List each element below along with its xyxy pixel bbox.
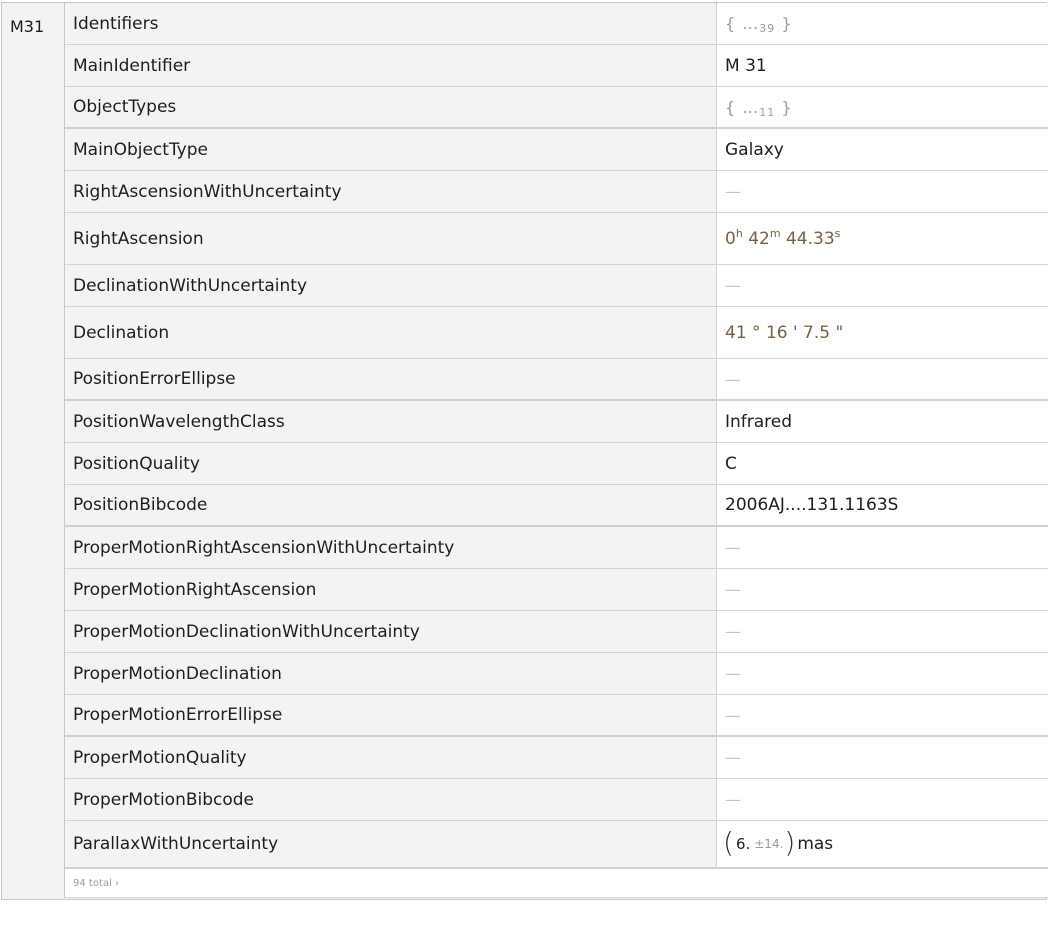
- missing-value-dash: —: [725, 622, 741, 641]
- total-count-footer[interactable]: 94 total ›: [65, 869, 1048, 898]
- entity-label: M31: [10, 17, 45, 36]
- property-row-declination-with-uncertainty: [65, 265, 1048, 307]
- property-row-position-error-ellipse: [65, 359, 1048, 401]
- property-key: ProperMotionQuality: [65, 737, 717, 778]
- missing-value-dash: —: [725, 538, 741, 557]
- property-value: [717, 653, 1048, 694]
- collapsed-list-value[interactable]: [717, 3, 1048, 44]
- missing-value-dash: —: [725, 664, 741, 683]
- property-row-parallax-with-uncertainty: [65, 821, 1048, 869]
- property-key: Identifiers: [65, 3, 717, 44]
- property-value: [717, 359, 1048, 399]
- ra-s-number: 44.33: [785, 228, 835, 249]
- property-key: ProperMotionBibcode: [65, 779, 717, 820]
- missing-value-dash: —: [725, 276, 741, 295]
- ellipsis-icon: …: [742, 14, 760, 33]
- missing-value-dash: —: [725, 748, 741, 767]
- parallax-uncertainty: ±14.: [754, 837, 784, 851]
- property-value: [717, 569, 1048, 610]
- property-row-proper-motion-error-ellipse: [65, 695, 1048, 737]
- property-key: PositionErrorEllipse: [65, 359, 717, 399]
- property-value: [717, 527, 1048, 568]
- brace-close: }: [781, 14, 793, 33]
- property-value: [717, 171, 1048, 212]
- property-value: [717, 213, 1048, 264]
- missing-value-dash: —: [725, 580, 741, 599]
- property-row-proper-motion-bibcode: [65, 779, 1048, 821]
- property-value: Galaxy: [717, 129, 1048, 170]
- ra-m-unit: m: [769, 226, 781, 240]
- ra-m-number: 42: [748, 228, 770, 249]
- property-row-right-ascension: [65, 213, 1048, 265]
- property-key: DeclinationWithUncertainty: [65, 265, 717, 306]
- missing-value-dash: —: [725, 182, 741, 201]
- property-value: [717, 779, 1048, 820]
- ra-h-unit: h: [735, 226, 743, 240]
- property-row-identifiers: [65, 3, 1048, 45]
- property-key: MainObjectType: [65, 129, 717, 170]
- missing-value-dash: —: [725, 790, 741, 809]
- property-value: [717, 821, 1048, 867]
- property-key: PositionWavelengthClass: [65, 401, 717, 442]
- missing-value-dash: —: [725, 705, 741, 725]
- element-count: 39: [759, 22, 776, 35]
- property-key: RightAscensionWithUncertainty: [65, 171, 717, 212]
- property-row-position-wavelength-class: [65, 401, 1048, 443]
- brace-open: {: [725, 97, 737, 117]
- ellipsis-icon: …: [742, 97, 760, 117]
- property-key: ProperMotionRightAscension: [65, 569, 717, 610]
- property-row-declination: [65, 307, 1048, 359]
- property-key: ObjectTypes: [65, 87, 717, 127]
- collapsed-list[interactable]: [725, 98, 793, 117]
- property-value: [717, 695, 1048, 735]
- property-key: ProperMotionRightAscensionWithUncertainty: [65, 527, 717, 568]
- ra-h-number: 0: [725, 228, 736, 249]
- property-row-position-bibcode: [65, 485, 1048, 527]
- property-value: 2006AJ....131.1163S: [717, 485, 1048, 525]
- declination-value: 41 ° 16 ' 7.5 ": [725, 322, 844, 343]
- property-key: ProperMotionErrorEllipse: [65, 695, 717, 735]
- collapsed-list-value[interactable]: [717, 87, 1048, 127]
- brace-open: {: [725, 14, 737, 33]
- property-key: PositionQuality: [65, 443, 717, 484]
- element-count: 11: [759, 105, 776, 119]
- parallax-unit: mas: [797, 834, 834, 854]
- entity-frame: [1, 2, 1047, 900]
- property-value: [717, 737, 1048, 778]
- property-key: MainIdentifier: [65, 45, 717, 86]
- property-key: Declination: [65, 307, 717, 358]
- property-row-proper-motion-right-ascension-with-uncertainty: [65, 527, 1048, 569]
- properties-grid: [64, 3, 1048, 898]
- property-value: [717, 611, 1048, 652]
- property-row-proper-motion-declination-with-uncertainty: [65, 611, 1048, 653]
- ra-s-unit: s: [834, 226, 841, 240]
- parallax-number: 6.: [735, 835, 751, 853]
- paren-close: ): [784, 826, 796, 859]
- property-key: PositionBibcode: [65, 485, 717, 525]
- right-ascension-value: [725, 226, 841, 249]
- missing-value-dash: —: [725, 369, 741, 389]
- property-key: ProperMotionDeclination: [65, 653, 717, 694]
- property-value: [717, 307, 1048, 358]
- property-value: Infrared: [717, 401, 1048, 442]
- property-key: ProperMotionDeclinationWithUncertainty: [65, 611, 717, 652]
- property-row-right-ascension-with-uncertainty: [65, 171, 1048, 213]
- property-row-proper-motion-quality: [65, 737, 1048, 779]
- property-key: ParallaxWithUncertainty: [65, 821, 717, 867]
- property-value: M 31: [717, 45, 1048, 86]
- property-row-proper-motion-right-ascension: [65, 569, 1048, 611]
- property-row-proper-motion-declination: [65, 653, 1048, 695]
- property-row-main-identifier: [65, 45, 1048, 87]
- property-row-object-types: [65, 87, 1048, 129]
- property-value: [717, 265, 1048, 306]
- property-row-main-object-type: [65, 129, 1048, 171]
- property-value: C: [717, 443, 1048, 484]
- property-key: RightAscension: [65, 213, 717, 264]
- brace-close: }: [781, 97, 793, 117]
- collapsed-list[interactable]: [725, 14, 793, 33]
- paren-open: (: [723, 826, 734, 859]
- property-row-position-quality: [65, 443, 1048, 485]
